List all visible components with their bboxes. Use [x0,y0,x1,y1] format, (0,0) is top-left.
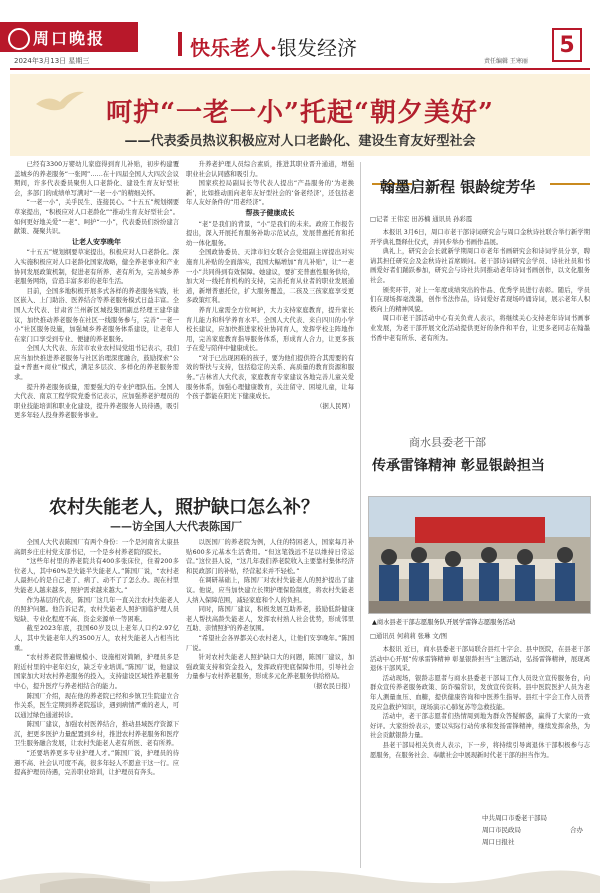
right-article-1 [370,228,590,424]
paragraph: 国家疾控局副局长等代表人提出“产品服务的‘为老换新’，比如推动面向老年友好型社会的‘备老经济’，还包括老年人友好条件的“用老经济”。 [186,180,354,207]
paragraph: “还要培养更多专业护理人才。”陈国厂说，护理员的待遇不高、社会认可度不高，很多年轻人不愿意干这一行。应提高护理员待遇，完善职业培训，让护理员有奔头。 [14,750,179,777]
right-headline-2: 传承雷锋精神 彰显银龄担当 [372,458,545,474]
paragraph: 目前，全国多地积极开展多式各样的养老服务实践，社区嵌入、上门助浴、医养结合等养老服务模式日益丰富。全国人大代表、甘肃省兰州新区城投集团副总经理王建华建议，加快推动养老服务在社区一线服务参与，完善“一老一小”社区服务设施，加强城乡养老服务体系建设，让老年人在家门口享受到专业、便捷的养老服务。 [14,287,179,343]
paragraph: 活动中，老干部志愿者们热情周到地为群众答疑解惑，赢得了大家的一致好评。大家纷纷表示，要以实际行动传承和发扬雷锋精神，继续发挥余热，为社会贡献银龄力量。 [370,713,590,740]
paragraph: 县老干部局相关负责人表示，下一步，将持续引导离退休干部积极参与志愿服务，在服务社会、奉献社会中展现新时代老干部的担当作为。 [370,741,590,759]
source-credit: （据人民网） [316,402,354,410]
elder-headline: 农村失能老人，照护缺口怎么补？ [49,497,319,518]
volunteer-scene-image [369,497,591,614]
page-number: 5 [552,28,582,62]
photo-caption: ▲商水县老干部志愿服务队开展学雷锋志愿服务活动 [372,619,516,626]
co-organizers [482,812,590,862]
paragraph: 作为基层的代表，陈国厂这几年一直关注农村失能老人的照护问题。他告诉记者，农村失能老人照护面临护理人员短缺、专业化程度不高、资金来源单一等困难。 [14,596,179,623]
paragraph: 颁奖环节，对上一年度成绩突出的作品、优秀学员进行表彰。随后，学员们在现场挥毫泼墨，创作书法作品，诗词爱好者现场吟诵诗词，展示老年人积极向上的精神风貌。 [370,286,590,313]
paragraph: “对于已出现困难的孩子，要为他们提供符合其需要的有效的帮扶与支持，包括稳定的关系、高质量的教育资源和服务。”吉林省人大代表，家庭教育专家建议各地完善儿童关爱服务体系，加强心理健康教育，关注留守、困境儿童，让每个孩子都能在阳光下健康成长。 [186,354,354,401]
masthead [0,0,600,70]
editor-credit: 责任编辑 王寒丽 [484,58,528,65]
paragraph: 已经有3300万婴幼儿家庭得到育儿补贴，初步构建覆盖城乡的养老服务“一张网”……在十四届全国人大四次会议期间，许多代表委员聚焦人口老龄化、建设生育友好型社会，多部门的成绩单写满对“一老一小”的精细关怀。 [14,161,179,197]
paragraph: “一老一小”，关乎民生、连接民心。“十五五”规划纲要草案提出，“积极应对人口老龄化”“推动生育友好型社会”。如何更好地关爱“一老”、呵护“一小”，代表委员们纷纷建言献策、凝聚共识。 [14,199,179,236]
title-ornament-right [550,183,590,185]
paragraph: 升养老护理人员综合素质，推进其职业晋升通道，增强职业社会认同感和吸引力。 [186,161,354,178]
paragraph: 全国政协委员、天津市妇女联合会党组副主席提出对实施育儿补贴的全面落实，我国大幅增加“育儿补贴”，让“一老一小”共同得到有效保障。她建议，要扩充普惠性服务供给，加大对一线托育机构的支持，完善托育从业者的职业发展通道，新增普惠托位，扩大服务覆盖，二孩及三孩家庭享受更多政策红利。 [186,249,354,305]
paragraph: “农村养老院普遍规模小、设施相对简陋，护理员多是附近村里的中老年妇女，缺乏专业培训。”陈国厂说，他建议国家加大对农村养老服务的投入，支持建设区域性养老服务中心，提升医疗与养老相结合的能力。 [14,654,179,690]
column-sub: 银发经济 [276,36,357,60]
column-divider [360,162,361,868]
paragraph: 全国人大代表陈国厂有两个身份：一个是河南省太康县高朗乡庄庄村党支部书记，一个是乡村养老院的院长。 [14,539,179,556]
organizer-3: 周口日报社 [482,838,515,846]
header-rule [10,68,590,70]
organizer-2: 周口市民政局 [482,826,521,834]
organizer-1: 中共周口市委老干部局 [482,814,547,822]
right-kicker: 商水县委老干部 [409,436,486,449]
paragraph: 本报讯 近日，商水县委老干部局联合县红十字会、县中医院，在县老干部活动中心开展“传承雷锋精神 彰显银龄担当”主题活动，弘扬雷锋精神，展现离退休干部风采。 [370,646,590,673]
volunteer-photo [368,496,591,614]
paragraph: 提升养老服务质量，需要强大的专业护理队伍。全国人大代表、南京工程学院党委书记表示，应加强养老护理员的职业技能培训和职业化建设，提升养老服务人员待遇，吸引更多年轻人投身养老服务事业。 [14,383,179,420]
paragraph: 以医国厂的养老院为例，人住的特困老人，国家每月补贴600多元基本生活费用。“但这笔钱远不足以维持日常运营。”这位县人说，“这几年我们养老院收入主要靠村集体经济和民政部门的补贴，经营起来并不轻松。” [186,539,354,575]
paragraph: 同时，陈国厂建议，积极发展互助养老，鼓励低龄健康老人帮扶高龄失能老人，发挥农村熟人社会优势，形成邻里互助、亲情照护的养老氛围。 [186,606,354,633]
paragraph: 养育儿童需全方位呵护，大力支持家庭教育，提升家长育儿能力和科学养育水平。全国人大代表、来自四川的小学校长建议，应加快推进家校社协同育人，发挥学校主阵地作用，完善家庭教育指导服务体系，形成育人合力，让更多孩子在爱与陪伴中健康成长。 [186,306,354,353]
paragraph: 在调研基础上，陈国厂对农村失能老人的照护提出了建议。他说，应当加快建立长期护理保险制度，将农村失能老人纳入保障范围，减轻家庭和个人的负担。 [186,577,354,604]
lead-column-1 [14,160,179,484]
paragraph: 陈国厂建议，加强农村医养结合，推动县域医疗资源下沉，把更多医护力量配置到乡村，推进农村养老服务和医疗卫生服务融合发展，让农村失能老人老有所医、老有所养。 [14,721,179,748]
column-dot: · [270,36,277,60]
right-headline-1: 翰墨启新程 银龄绽芳华 [380,178,536,196]
paragraph: “希望社会各界都关心农村老人，让他们安享晚年。”陈国厂说。 [186,634,354,652]
paragraph: 全国人大代表、东营市农业农村局党组书记表示，我们应当加快推进养老服务与社区治理深度融合，鼓励探索“公益+普惠+商业”模式，满足多层次、多样化的养老服务需求。 [14,345,179,382]
lead-subheadline: ——代表委员热议积极应对人口老龄化、建设生育友好型社会 [124,134,476,149]
paragraph: “老”是我们的背景，“小”是我们的未来。政府工作报告提出，深入开展托育服务补助示范试点，发展普惠托育和托幼一体化服务。 [186,220,354,247]
co-host-tag: 合办 [570,826,583,834]
publish-date: 2024年3月13日 星期三 [14,57,90,65]
section-heading: 帮孩子健康成长 [245,208,295,217]
paragraph: 活动现场，银龄志愿者与商水县委老干部局工作人员设立宣传服务台，向群众宣传养老服务政策、防诈骗常识，发放宣传资料。县中医院医护人员为老年人测量血压、血糖，提供健康咨询和中医养生指导。县红十字会工作人员普及应急救护知识，现场演示心肺复苏等急救技能。 [370,674,590,711]
byline: □记者 王伟宏 田苏楠 通讯员 孙彩霞 [370,216,473,223]
paragraph: 针对农村失能老人照护缺口大的问题，陈国厂建议，加强政策支持和资金投入，发挥政府兜底保障作用，引导社会力量参与农村养老服务，形成多元化养老服务供给格局。 [186,654,354,681]
byline: □通讯员 何莉莉 张琳 文/图 [370,633,448,640]
column-main: 快乐老人 [190,36,270,60]
column-title [190,32,357,61]
right-article-2 [370,645,590,805]
paragraph: 本报讯 3月6日，周口市老干部诗词研究会与周口金秋诗社联合举行新学期开学典礼暨释仕仪式，并同步举办书画作品展。 [370,229,590,246]
paragraph: 典礼上，研究会会长就新学期周口市老年书画研究会和诗词学员分享，聘请其担任研究会及金秋诗社首席顾问。老干部诗词研究会学员、诗社社员和书画爱好者们踊跃参加，研究会与诗社共同推动老年诗词书画创作，以文化服务社会。 [370,248,590,284]
paragraph: 周口市老干部活动中心有关负责人表示，将继续关心支持老年诗词书画事业发展，为老干部开展文化活动提供更好的条件和平台，让更多老同志在翰墨书香中老有所乐、老有所为。 [370,315,590,342]
elder-column-2 [186,538,354,860]
source-credit: （据农民日报） [309,682,354,690]
lead-column-2 [186,160,354,484]
column-bar [178,32,182,56]
newspaper-logo: 周口晚报 [0,22,138,52]
paragraph: 截至2023年底，我国60岁及以上老年人口约2.97亿人，其中失能老年人约3500万人，农村失能老人占相当比重。 [14,625,179,652]
elder-subheadline: ——访全国人大代表陈国厂 [110,520,242,533]
section-heading: 让老人安享晚年 [72,237,121,246]
paragraph: 陈国厂介绍，现在他的养老院已经和乡镇卫生院建立合作关系，医生定期到养老院巡诊，遇到病情严重的老人，可以通过绿色通道转诊。 [14,692,179,719]
lead-headline: 呵护“一老一小”托起“朝夕美好” [106,98,494,128]
elder-column-1 [14,538,179,860]
paragraph: “这些年村里的养老院共有400多张床位，住着200多位老人，其中60%是失能半失能老人。”陈国厂说，“农村老人最担心的是自己老了、病了、动不了了怎么办。现在村里失能老人越来越多，照护需求越来越大。” [14,558,179,594]
landscape-decoration-icon [0,862,600,893]
paragraph: “十五五”规划纲要草案提出，积极应对人口老龄化。深入实施积极应对人口老龄化国家战略，健全养老事业和产业协同发展政策机制，促进老有所养、老有所为，完善城乡养老服务网络，营造丰富多彩的老年生活。 [14,249,179,286]
